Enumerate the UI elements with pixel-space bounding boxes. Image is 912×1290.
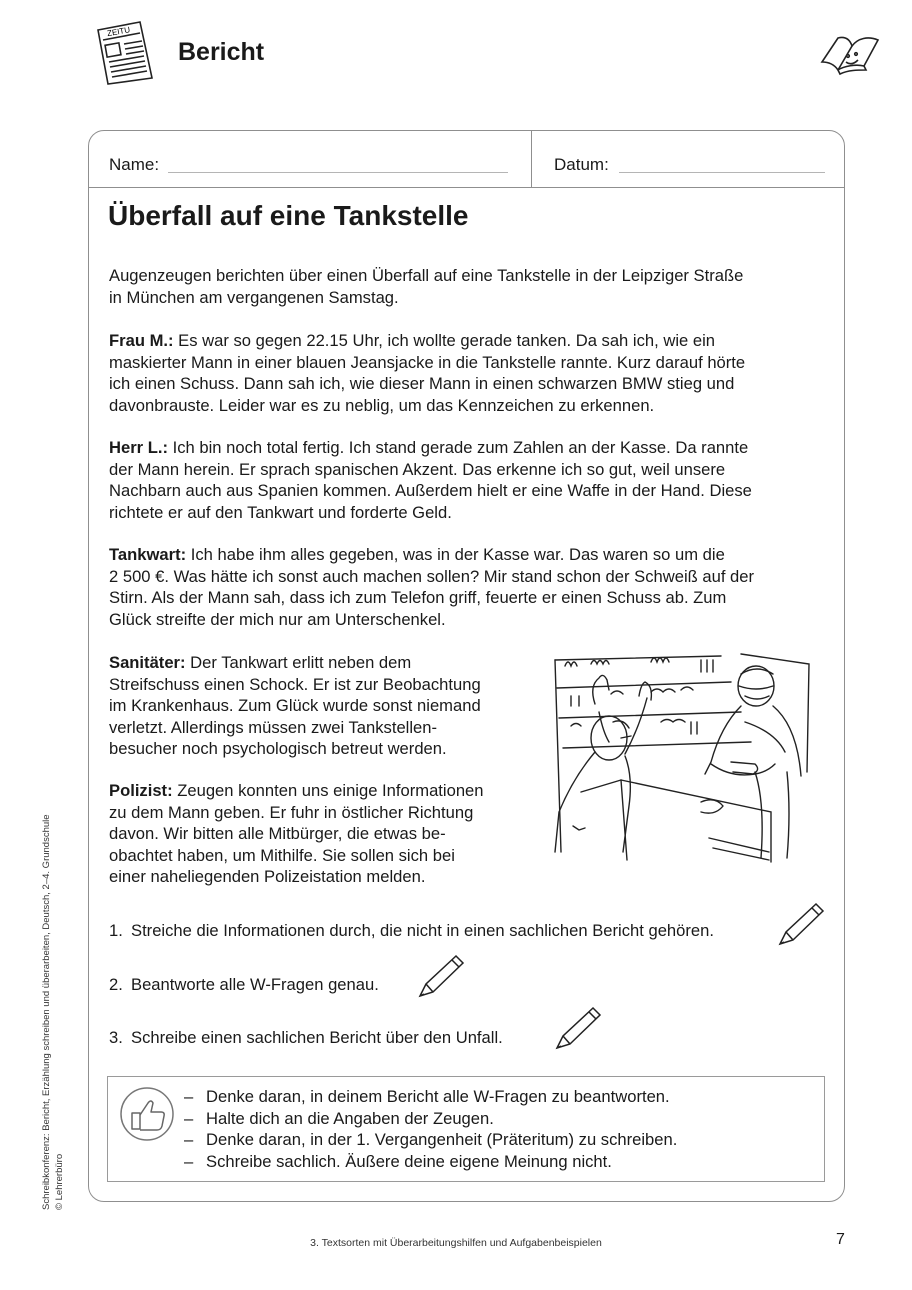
statement-line: davon. Wir bitten alle Mitbürger, die etwas be- (109, 824, 446, 844)
form-divider (89, 187, 844, 188)
tip-dash: – (184, 1087, 194, 1106)
witness-sanitaeter (109, 652, 481, 760)
tip-dash: – (184, 1130, 194, 1149)
tip-item (184, 1130, 677, 1150)
tip-item (184, 1109, 494, 1129)
page-heading: Bericht (178, 38, 265, 66)
tip-text: Schreibe sachlich. Äußere deine eigene Meinung nicht. (206, 1152, 612, 1171)
task-text: Schreibe einen sachlichen Bericht über den Unfall. (131, 1028, 503, 1047)
statement-line: Ich habe ihm alles gegeben, was in der Kasse war. Das waren so um die (186, 545, 725, 564)
statement-line: Glück streifte der mich nur am Unterschenkel. (109, 609, 446, 629)
statement-line: Ich bin noch total fertig. Ich stand gerade zum Zahlen an der Kasse. Da rannte (168, 438, 749, 457)
thumbs-up-icon (118, 1085, 176, 1143)
pencil-icon (553, 1004, 603, 1054)
statement-line: richtete er auf den Tankwart und forderte Geld. (109, 502, 452, 522)
task-item (109, 975, 379, 995)
statement-line: 2 500 €. Was hätte ich sonst auch machen sollen? Mir stand schon der Schweiß auf der (109, 566, 755, 586)
tip-item (184, 1152, 612, 1172)
form-column-divider (531, 131, 532, 187)
statement-line: ich einen Schuss. Dann sah ich, wie dieser Mann in einen schwarzen BMW stieg und (109, 374, 735, 394)
statement-line: der Mann herein. Er sprach spanischen Akzent. Das erkenne ich so gut, weil unsere (109, 459, 726, 479)
speaker-label: Frau M.: (109, 331, 174, 350)
task-number: 1. (109, 921, 123, 940)
statement-line: Der Tankwart erlitt neben dem (185, 653, 412, 672)
tip-dash: – (184, 1152, 194, 1171)
statement-line: Es war so gegen 22.15 Uhr, ich wollte gerade tanken. Da sah ich, wie ein (173, 331, 715, 350)
date-label: Datum: (554, 155, 609, 174)
open-book-icon (818, 32, 882, 76)
statement-line: zu dem Mann geben. Er fuhr in östlicher Richtung (109, 802, 474, 822)
date-field[interactable] (619, 172, 825, 173)
witness-herr-l (109, 437, 752, 523)
tip-text: Denke daran, in deinem Bericht alle W-Fragen zu beantworten. (206, 1087, 670, 1106)
statement-line: Zeugen konnten uns einige Informationen (172, 781, 484, 800)
tip-text: Halte dich an die Angaben der Zeugen. (206, 1109, 494, 1128)
name-label: Name: (109, 155, 160, 174)
footer-text: 3. Textsorten mit Überarbeitungshilfen und Aufgabenbeispielen (310, 1237, 602, 1249)
speaker-label: Polizist: (109, 781, 173, 800)
name-field[interactable] (168, 172, 508, 173)
statement-line: maskierter Mann in einer blauen Jeansjacke in die Tankstelle rannte. Kurz darauf hörte (109, 352, 746, 372)
newspaper-icon (94, 20, 158, 86)
pencil-icon (776, 900, 826, 950)
side-caption (40, 814, 66, 1210)
intro-line: Augenzeugen berichten über einen Überfall auf eine Tankstelle in der Leipziger Straße (109, 266, 744, 285)
witness-frau-m (109, 330, 745, 416)
statement-line: davonbrauste. Leider war es zu neblig, um das Kennzeichen zu erkennen. (109, 395, 655, 415)
intro-paragraph (109, 265, 743, 308)
statement-line: Stirn. Als der Mann sah, dass ich zum Telefon griff, feuerte er einen Schuss ab. Zum (109, 588, 727, 608)
task-item (109, 1028, 503, 1048)
speaker-label: Tankwart: (109, 545, 187, 564)
intro-line: in München am vergangenen Samstag. (109, 287, 399, 307)
task-item (109, 921, 714, 941)
speaker-label: Sanitäter: (109, 653, 186, 672)
robbery-illustration (551, 652, 811, 864)
task-text: Streiche die Informationen durch, die nicht in einen sachlichen Bericht gehören. (131, 921, 714, 940)
witness-polizist (109, 780, 484, 888)
tip-dash: – (184, 1109, 194, 1128)
newspaper-label: ZEITU (106, 25, 131, 39)
witness-tankwart (109, 544, 754, 630)
task-number: 3. (109, 1028, 123, 1047)
worksheet-title: Überfall auf eine Tankstelle (108, 200, 469, 231)
statement-line: besucher noch psychologisch betreut werden. (109, 739, 447, 759)
task-number: 2. (109, 975, 123, 994)
tip-text: Denke daran, in der 1. Vergangenheit (Präteritum) zu schreiben. (206, 1130, 678, 1149)
task-text: Beantworte alle W-Fragen genau. (131, 975, 379, 994)
statement-line: Nachbarn auch aus Spanien kommen. Außerdem hielt er eine Waffe in der Hand. Diese (109, 481, 752, 501)
statement-line: obachtet haben, um Mithilfe. Sie sollen sich bei (109, 845, 455, 865)
speaker-label: Herr L.: (109, 438, 169, 457)
side-caption-line: Schreibkonferenz: Bericht, Erzählung schreiben und überarbeiten, Deutsch, 2–4. Grundschule (41, 814, 52, 1210)
statement-line: einer naheliegenden Polizeistation melden. (109, 867, 426, 887)
tip-item (184, 1087, 670, 1107)
pencil-icon (416, 952, 466, 1002)
statement-line: Streifschuss einen Schock. Er ist zur Beobachtung (109, 674, 481, 694)
side-caption-line: © Lehrerbüro (54, 1153, 65, 1210)
page-number: 7 (836, 1231, 845, 1248)
statement-line: verletzt. Allerdings müssen zwei Tankstellen- (109, 717, 438, 737)
statement-line: im Krankenhaus. Zum Glück wurde sonst niemand (109, 696, 481, 716)
